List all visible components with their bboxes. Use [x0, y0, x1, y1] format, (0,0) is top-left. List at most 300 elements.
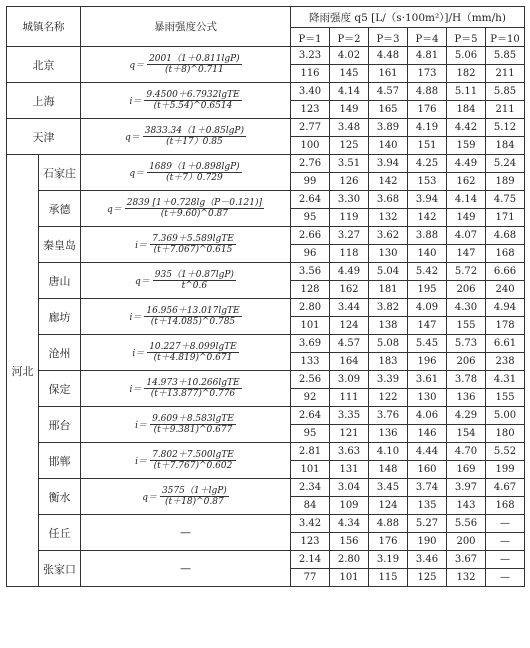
intensity-mmh-value: 189 [486, 173, 525, 191]
intensity-mmh-value: 183 [369, 353, 408, 371]
intensity-mmh-value: 149 [447, 209, 486, 227]
table-row [7, 191, 525, 209]
formula-fraction [129, 54, 241, 75]
intensity-mmh-value: 118 [330, 245, 369, 263]
intensity-q5-value: 4.14 [330, 83, 369, 101]
intensity-mmh-value: 124 [369, 497, 408, 515]
intensity-q5-value: 3.46 [408, 551, 447, 569]
intensity-mmh-value: 146 [408, 425, 447, 443]
intensity-mmh-value: 95 [291, 209, 330, 227]
formula-denominator: (t＋4.819)^0.671 [153, 353, 233, 363]
intensity-q5-value: 4.57 [369, 83, 408, 101]
intensity-q5-value: 2.80 [330, 551, 369, 569]
intensity-mmh-value: 159 [447, 137, 486, 155]
intensity-mmh-value: 140 [408, 245, 447, 263]
intensity-mmh-value: 199 [486, 461, 525, 479]
formula-body [150, 234, 236, 255]
intensity-mmh-value: 206 [447, 353, 486, 371]
intensity-mmh-value: 123 [291, 101, 330, 119]
formula-body [150, 414, 236, 435]
intensity-q5-value: 5.00 [486, 407, 525, 425]
intensity-q5-value: 4.30 [447, 299, 486, 317]
intensity-q5-value: 3.39 [369, 371, 408, 389]
formula-fraction [125, 126, 246, 147]
intensity-q5-value: 5.08 [369, 335, 408, 353]
intensity-mmh-value: 132 [369, 209, 408, 227]
formula-numerator: 9.609＋8.583lgTE [152, 414, 234, 424]
intensity-q5-value: — [486, 551, 525, 569]
intensity-q5-value: 3.48 [330, 119, 369, 137]
intensity-q5-value: 3.82 [369, 299, 408, 317]
intensity-mmh-value: 130 [369, 245, 408, 263]
formula-lhs: i＝ [135, 421, 148, 431]
intensity-q5-value: 3.09 [330, 371, 369, 389]
intensity-mmh-value: 121 [330, 425, 369, 443]
table-row [7, 155, 525, 173]
header-city-name: 城镇名称 [7, 7, 81, 47]
intensity-q5-value: 2.34 [291, 479, 330, 497]
formula-lhs: i＝ [129, 385, 142, 395]
intensity-q5-value: 4.07 [447, 227, 486, 245]
intensity-q5-value: 3.56 [291, 263, 330, 281]
formula-lhs: q＝ [135, 277, 150, 287]
intensity-mmh-value: 154 [447, 425, 486, 443]
intensity-q5-value: 4.48 [369, 47, 408, 65]
formula-denominator: (t＋18)^0.87 [165, 497, 224, 507]
intensity-q5-value: 3.76 [369, 407, 408, 425]
header-period: P＝2 [330, 28, 369, 47]
formula-numerator: 2001（1＋0.811lgP) [149, 54, 240, 64]
formula-lhs: i＝ [132, 349, 145, 359]
intensity-q5-value: 5.85 [486, 83, 525, 101]
formula-body [144, 306, 241, 327]
storm-intensity-formula [81, 47, 291, 83]
formula-denominator: (t＋7.067)^0.615 [153, 245, 233, 255]
intensity-mmh-value: 125 [330, 137, 369, 155]
formula-denominator: (t＋7）0.729 [166, 173, 223, 183]
formula-numerator: 3575（1＋lgP) [161, 486, 227, 496]
table-row [7, 551, 525, 569]
intensity-q5-value: 4.42 [447, 119, 486, 137]
formula-fraction [132, 342, 238, 363]
formula-numerator: 10.227＋8.099lgTE [149, 342, 237, 352]
city-name: 唐山 [39, 263, 81, 299]
city-name: 张家口 [39, 551, 81, 587]
formula-body [144, 90, 241, 111]
intensity-q5-value: 3.74 [408, 479, 447, 497]
formula-body [147, 342, 238, 363]
header-period: P＝4 [408, 28, 447, 47]
intensity-q5-value: 4.25 [408, 155, 447, 173]
intensity-q5-value: — [486, 515, 525, 533]
intensity-q5-value: 3.69 [291, 335, 330, 353]
intensity-mmh-value: 182 [447, 65, 486, 83]
intensity-mmh-value: 111 [330, 389, 369, 407]
intensity-q5-value: 4.81 [408, 47, 447, 65]
table-row [7, 263, 525, 281]
intensity-mmh-value: 92 [291, 389, 330, 407]
intensity-mmh-value: 101 [291, 461, 330, 479]
intensity-q5-value: 2.14 [291, 551, 330, 569]
intensity-mmh-value: 136 [369, 425, 408, 443]
intensity-q5-value: 2.56 [291, 371, 330, 389]
formula-lhs: q＝ [129, 61, 145, 71]
intensity-mmh-value: 169 [447, 461, 486, 479]
formula-lhs: i＝ [129, 313, 142, 323]
intensity-mmh-value: 206 [447, 281, 486, 299]
intensity-mmh-value: 116 [291, 65, 330, 83]
formula-body [144, 378, 241, 399]
formula-fraction [129, 90, 241, 111]
intensity-mmh-value: 138 [369, 317, 408, 335]
formula-lhs: i＝ [135, 457, 148, 467]
intensity-q5-value: 4.44 [408, 443, 447, 461]
intensity-q5-value: 2.66 [291, 227, 330, 245]
intensity-mmh-value: 101 [291, 317, 330, 335]
intensity-mmh-value: 160 [408, 461, 447, 479]
intensity-mmh-value: 145 [330, 65, 369, 83]
intensity-q5-value: 4.68 [486, 227, 525, 245]
intensity-mmh-value: 176 [369, 533, 408, 551]
province-name: 河北 [7, 155, 39, 587]
storm-intensity-formula [81, 263, 291, 299]
intensity-q5-value: 4.70 [447, 443, 486, 461]
intensity-q5-value: 2.64 [291, 191, 330, 209]
city-name: 石家庄 [39, 155, 81, 191]
intensity-q5-value: 5.45 [408, 335, 447, 353]
intensity-mmh-value: 148 [369, 461, 408, 479]
formula-numerator: 1689（1＋0.898lgP) [149, 162, 240, 172]
intensity-mmh-value: 190 [408, 533, 447, 551]
city-name: 天津 [7, 119, 81, 155]
intensity-q5-value: 4.34 [330, 515, 369, 533]
intensity-mmh-value: 96 [291, 245, 330, 263]
formula-body [150, 450, 236, 471]
intensity-mmh-value: 109 [330, 497, 369, 515]
intensity-q5-value: 4.31 [486, 371, 525, 389]
formula-lhs: q＝ [106, 205, 122, 215]
intensity-q5-value: 2.64 [291, 407, 330, 425]
intensity-mmh-value: 181 [369, 281, 408, 299]
intensity-q5-value: 3.27 [330, 227, 369, 245]
header-period: P＝5 [447, 28, 486, 47]
intensity-mmh-value: 195 [408, 281, 447, 299]
intensity-mmh-value: 131 [330, 461, 369, 479]
formula-fraction [129, 306, 241, 327]
city-name: 衡水 [39, 479, 81, 515]
table-row [7, 299, 525, 317]
formula-denominator: (t＋17）0.85 [166, 137, 223, 147]
intensity-q5-value: 3.42 [291, 515, 330, 533]
storm-intensity-formula [81, 227, 291, 263]
formula-numerator: 9.4500＋6.7932lgTE [146, 90, 240, 100]
intensity-q5-value: 4.09 [408, 299, 447, 317]
storm-intensity-formula [81, 299, 291, 335]
intensity-q5-value: 3.61 [408, 371, 447, 389]
city-name: 秦皇岛 [39, 227, 81, 263]
intensity-mmh-value: 130 [408, 389, 447, 407]
intensity-mmh-value: 77 [291, 569, 330, 587]
intensity-q5-value: 3.45 [369, 479, 408, 497]
intensity-mmh-value: 115 [369, 569, 408, 587]
intensity-mmh-value: 173 [408, 65, 447, 83]
rainfall-intensity-table [6, 6, 525, 587]
storm-intensity-formula [81, 191, 291, 227]
intensity-mmh-value: 155 [447, 317, 486, 335]
table-row [7, 83, 525, 101]
intensity-q5-value: 6.66 [486, 263, 525, 281]
table-row [7, 479, 525, 497]
intensity-mmh-value: 124 [330, 317, 369, 335]
storm-intensity-formula [81, 155, 291, 191]
intensity-mmh-value: 240 [486, 281, 525, 299]
city-name: 廊坊 [39, 299, 81, 335]
intensity-mmh-value: 168 [486, 497, 525, 515]
storm-intensity-formula [81, 407, 291, 443]
city-name: 任丘 [39, 515, 81, 551]
intensity-mmh-value: 147 [447, 245, 486, 263]
intensity-q5-value: 2.76 [291, 155, 330, 173]
formula-numerator: 3833.34（1＋0.85lgP) [144, 126, 244, 136]
intensity-mmh-value: 84 [291, 497, 330, 515]
intensity-q5-value: 3.19 [369, 551, 408, 569]
city-name: 承德 [39, 191, 81, 227]
intensity-q5-value: 3.44 [330, 299, 369, 317]
intensity-mmh-value: 211 [486, 65, 525, 83]
intensity-q5-value: 3.30 [330, 191, 369, 209]
intensity-mmh-value: 142 [369, 173, 408, 191]
intensity-mmh-value: 128 [291, 281, 330, 299]
formula-denominator: (t＋9.60)^0.87 [160, 209, 229, 219]
intensity-q5-value: 3.94 [408, 191, 447, 209]
intensity-mmh-value: 143 [447, 497, 486, 515]
intensity-mmh-value: 153 [408, 173, 447, 191]
intensity-q5-value: 3.94 [369, 155, 408, 173]
intensity-mmh-value: 155 [486, 389, 525, 407]
city-name: 上海 [7, 83, 81, 119]
intensity-mmh-value: 151 [408, 137, 447, 155]
formula-body [153, 270, 236, 291]
intensity-q5-value: 2.80 [291, 299, 330, 317]
header-period: P＝10 [486, 28, 525, 47]
intensity-mmh-value: 119 [330, 209, 369, 227]
formula-body [160, 486, 229, 507]
formula-fraction [135, 450, 236, 471]
intensity-mmh-value: 184 [486, 137, 525, 155]
intensity-mmh-value: 140 [369, 137, 408, 155]
intensity-q5-value: 4.49 [447, 155, 486, 173]
intensity-mmh-value: 161 [369, 65, 408, 83]
formula-fraction [107, 198, 264, 219]
intensity-mmh-value: — [486, 569, 525, 587]
intensity-q5-value: 5.27 [408, 515, 447, 533]
intensity-mmh-value: 211 [486, 101, 525, 119]
intensity-mmh-value: 100 [291, 137, 330, 155]
intensity-q5-value: 4.06 [408, 407, 447, 425]
intensity-mmh-value: 132 [447, 569, 486, 587]
intensity-q5-value: 4.94 [486, 299, 525, 317]
formula-denominator: (t＋14.085)^0.785 [150, 317, 236, 327]
table-row [7, 407, 525, 425]
formula-numerator: 16.956＋13.017lgTE [146, 306, 240, 316]
formula-fraction [129, 378, 241, 399]
formula-fraction [129, 162, 241, 183]
formula-lhs: i＝ [135, 241, 148, 251]
table-row [7, 515, 525, 533]
intensity-q5-value: 5.04 [369, 263, 408, 281]
intensity-q5-value: 4.02 [330, 47, 369, 65]
intensity-q5-value: 3.62 [369, 227, 408, 245]
intensity-q5-value: 4.29 [447, 407, 486, 425]
intensity-q5-value: 3.63 [330, 443, 369, 461]
intensity-q5-value: 4.75 [486, 191, 525, 209]
intensity-mmh-value: 238 [486, 353, 525, 371]
city-name: 北京 [7, 47, 81, 83]
intensity-q5-value: 3.68 [369, 191, 408, 209]
intensity-mmh-value: 122 [369, 389, 408, 407]
intensity-mmh-value: 162 [447, 173, 486, 191]
intensity-mmh-value: 135 [408, 497, 447, 515]
intensity-mmh-value: 133 [291, 353, 330, 371]
intensity-mmh-value: 142 [408, 209, 447, 227]
intensity-q5-value: 4.57 [330, 335, 369, 353]
formula-body [147, 162, 242, 183]
intensity-mmh-value: 165 [369, 101, 408, 119]
formula-denominator: (t＋8)^0.711 [165, 65, 224, 75]
header-period: P＝1 [291, 28, 330, 47]
intensity-q5-value: 5.11 [447, 83, 486, 101]
intensity-q5-value: 2.77 [291, 119, 330, 137]
intensity-q5-value: 2.81 [291, 443, 330, 461]
intensity-mmh-value: 196 [408, 353, 447, 371]
intensity-q5-value: 3.67 [447, 551, 486, 569]
header-formula: 暴雨强度公式 [81, 7, 291, 47]
storm-intensity-formula [81, 479, 291, 515]
intensity-q5-value: 5.24 [486, 155, 525, 173]
intensity-q5-value: 5.72 [447, 263, 486, 281]
formula-denominator: t^0.6 [181, 281, 208, 291]
table-row [7, 227, 525, 245]
formula-numerator: 7.369＋5.589lgTE [152, 234, 234, 244]
storm-intensity-formula [81, 551, 291, 587]
storm-intensity-formula [81, 515, 291, 551]
formula-numerator: 2839 [1＋0.728lg（P－0.121)] [126, 198, 263, 208]
intensity-mmh-value: 164 [330, 353, 369, 371]
formula-lhs: i＝ [129, 97, 142, 107]
intensity-q5-value: 3.40 [291, 83, 330, 101]
intensity-q5-value: 5.06 [447, 47, 486, 65]
table-row [7, 335, 525, 353]
city-name: 邯郸 [39, 443, 81, 479]
intensity-q5-value: 5.56 [447, 515, 486, 533]
intensity-q5-value: 3.35 [330, 407, 369, 425]
formula-fraction [135, 234, 236, 255]
intensity-q5-value: 3.89 [369, 119, 408, 137]
intensity-mmh-value: 101 [330, 569, 369, 587]
formula-numerator: 935（1＋0.87lgP) [154, 270, 234, 280]
intensity-q5-value: 3.04 [330, 479, 369, 497]
formula-denominator: (t＋7.767)^0.602 [153, 461, 233, 471]
table-body [7, 47, 525, 587]
formula-placeholder: — [180, 562, 191, 575]
intensity-mmh-value: 184 [447, 101, 486, 119]
formula-numerator: 7.802＋7.500lgTE [152, 450, 234, 460]
intensity-q5-value: 4.14 [447, 191, 486, 209]
intensity-mmh-value: 95 [291, 425, 330, 443]
city-name: 保定 [39, 371, 81, 407]
intensity-q5-value: 5.42 [408, 263, 447, 281]
table-row [7, 443, 525, 461]
intensity-mmh-value: 162 [330, 281, 369, 299]
intensity-q5-value: 3.88 [408, 227, 447, 245]
intensity-q5-value: 6.61 [486, 335, 525, 353]
intensity-mmh-value: 168 [486, 245, 525, 263]
intensity-q5-value: 4.49 [330, 263, 369, 281]
intensity-mmh-value: — [486, 533, 525, 551]
formula-placeholder: — [180, 526, 191, 539]
formula-denominator: (t＋13.877)^0.776 [150, 389, 236, 399]
intensity-q5-value: 3.97 [447, 479, 486, 497]
table-row [7, 47, 525, 65]
table-row [7, 119, 525, 137]
intensity-mmh-value: 156 [330, 533, 369, 551]
storm-intensity-formula [81, 83, 291, 119]
intensity-mmh-value: 126 [330, 173, 369, 191]
header-period: P＝3 [369, 28, 408, 47]
intensity-mmh-value: 200 [447, 533, 486, 551]
table-row [7, 371, 525, 389]
intensity-q5-value: 5.52 [486, 443, 525, 461]
intensity-mmh-value: 136 [447, 389, 486, 407]
intensity-mmh-value: 125 [408, 569, 447, 587]
intensity-q5-value: 4.88 [408, 83, 447, 101]
storm-intensity-formula [81, 443, 291, 479]
intensity-q5-value: 5.85 [486, 47, 525, 65]
intensity-mmh-value: 123 [291, 533, 330, 551]
intensity-q5-value: 5.12 [486, 119, 525, 137]
formula-fraction [142, 486, 229, 507]
rainfall-table-container [6, 6, 524, 587]
intensity-q5-value: 3.23 [291, 47, 330, 65]
intensity-mmh-value: 178 [486, 317, 525, 335]
formula-fraction [135, 414, 236, 435]
intensity-q5-value: 4.67 [486, 479, 525, 497]
formula-lhs: q＝ [142, 493, 157, 503]
intensity-mmh-value: 180 [486, 425, 525, 443]
intensity-mmh-value: 149 [330, 101, 369, 119]
formula-numerator: 14.973＋10.266lgTE [146, 378, 240, 388]
intensity-mmh-value: 99 [291, 173, 330, 191]
storm-intensity-formula [81, 335, 291, 371]
formula-lhs: q＝ [125, 133, 140, 143]
intensity-q5-value: 5.73 [447, 335, 486, 353]
formula-denominator: (t＋9.381)^0.677 [153, 425, 233, 435]
intensity-q5-value: 4.10 [369, 443, 408, 461]
formula-body [143, 126, 246, 147]
city-name: 沧州 [39, 335, 81, 371]
storm-intensity-formula [81, 119, 291, 155]
intensity-q5-value: 4.88 [369, 515, 408, 533]
intensity-q5-value: 4.19 [408, 119, 447, 137]
intensity-q5-value: 3.51 [330, 155, 369, 173]
formula-body [125, 198, 264, 219]
header-intensity: 降雨强度 q5 [L/（s·100m²）]/H（mm/h) [291, 7, 525, 28]
city-name: 邢台 [39, 407, 81, 443]
intensity-mmh-value: 147 [408, 317, 447, 335]
intensity-q5-value: 3.78 [447, 371, 486, 389]
formula-fraction [135, 270, 236, 291]
storm-intensity-formula [81, 371, 291, 407]
